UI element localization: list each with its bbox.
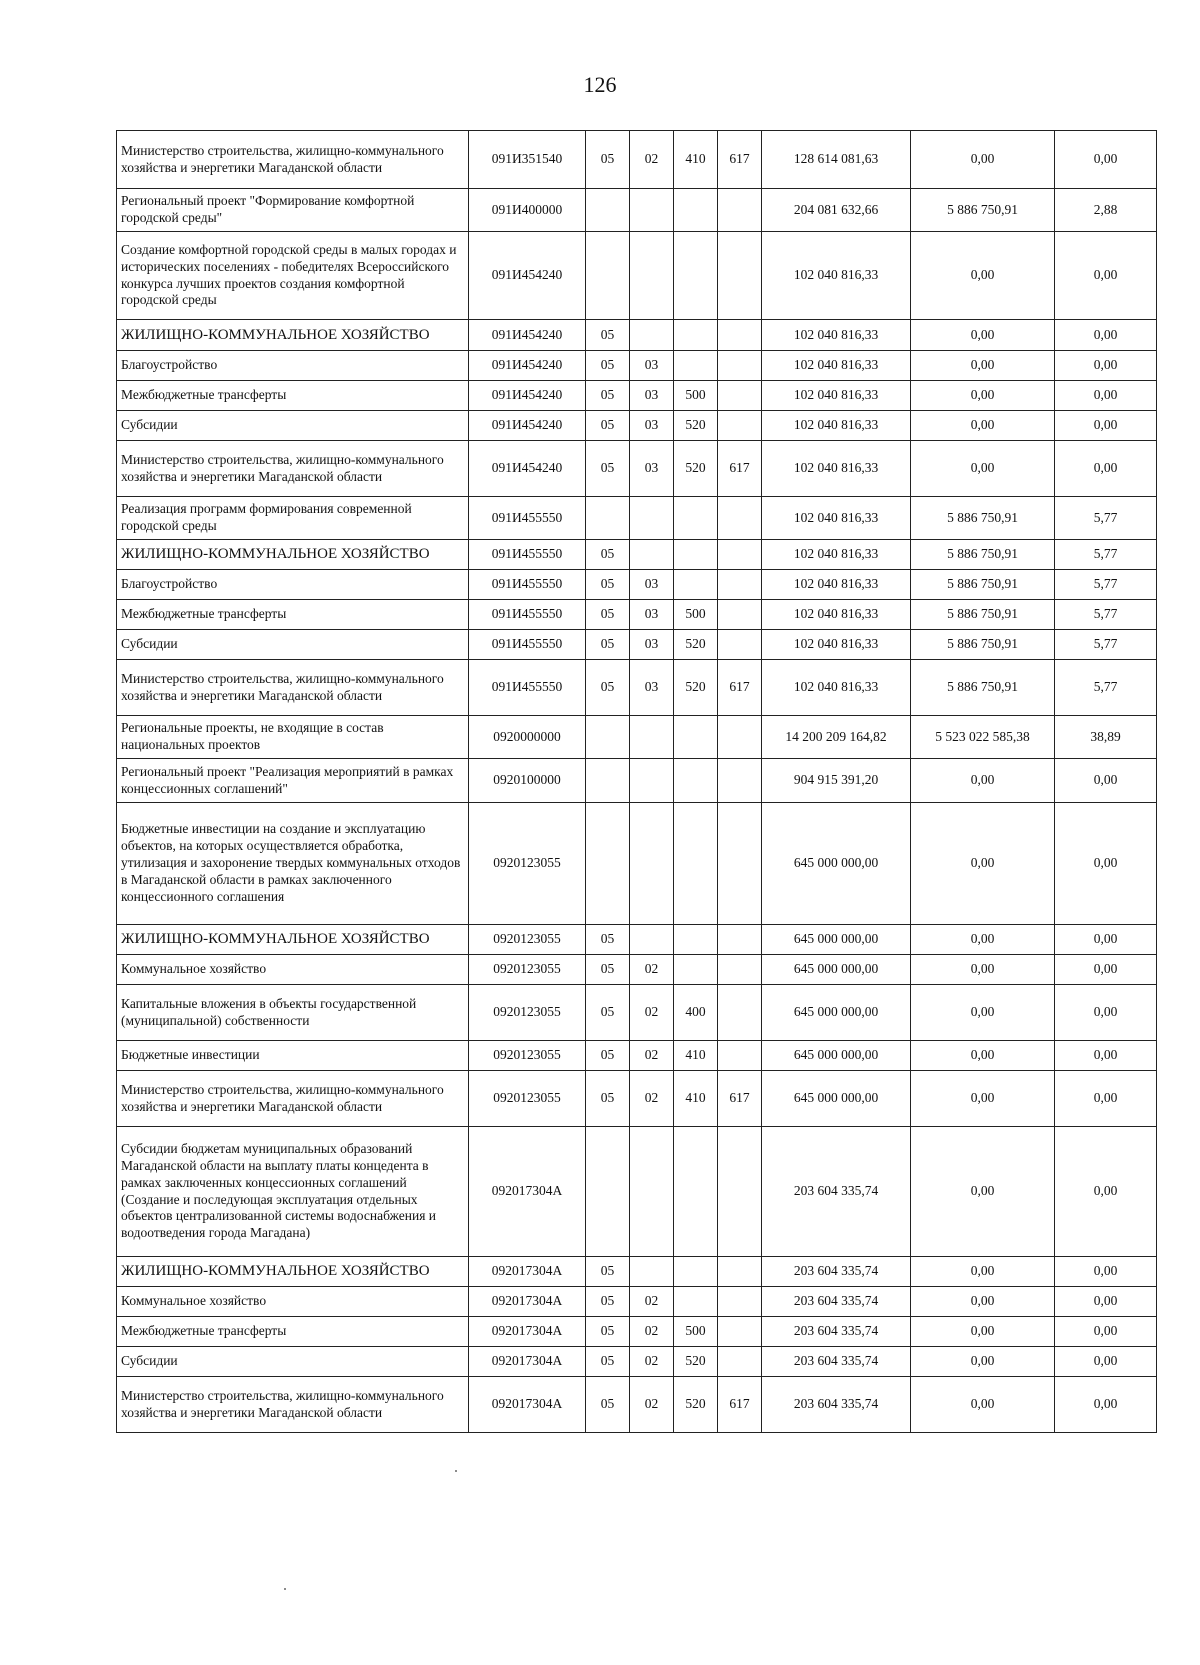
row-executed-amount: 5 886 750,91 — [911, 540, 1055, 570]
row-expense-type — [674, 759, 718, 803]
row-expense-type — [674, 1287, 718, 1317]
row-expense-type: 520 — [674, 630, 718, 660]
row-planned-amount: 14 200 209 164,82 — [762, 716, 911, 759]
row-section-code: 05 — [586, 925, 630, 955]
table-row — [117, 630, 1157, 660]
row-expense-type: 520 — [674, 1377, 718, 1433]
row-executed-amount: 0,00 — [911, 1377, 1055, 1433]
row-subsection-code — [630, 759, 674, 803]
row-administrator-code — [718, 189, 762, 232]
row-subsection-code: 02 — [630, 1347, 674, 1377]
row-planned-amount: 102 040 816,33 — [762, 351, 911, 381]
row-planned-amount: 102 040 816,33 — [762, 540, 911, 570]
row-subsection-code — [630, 232, 674, 320]
row-administrator-code: 617 — [718, 1377, 762, 1433]
row-section-code — [586, 189, 630, 232]
row-execution-percent: 0,00 — [1055, 441, 1157, 497]
table-row — [117, 1041, 1157, 1071]
row-subsection-code: 03 — [630, 660, 674, 716]
row-section-code: 05 — [586, 660, 630, 716]
row-planned-amount: 128 614 081,63 — [762, 131, 911, 189]
row-expense-type — [674, 497, 718, 540]
row-executed-amount: 0,00 — [911, 232, 1055, 320]
row-target-code: 091И454240 — [469, 381, 586, 411]
row-planned-amount: 645 000 000,00 — [762, 1071, 911, 1127]
row-section-code — [586, 716, 630, 759]
row-administrator-code — [718, 600, 762, 630]
row-target-code: 091И455550 — [469, 497, 586, 540]
table-row — [117, 955, 1157, 985]
row-execution-percent: 5,77 — [1055, 570, 1157, 600]
row-administrator-code — [718, 232, 762, 320]
row-planned-amount: 102 040 816,33 — [762, 570, 911, 600]
row-planned-amount: 102 040 816,33 — [762, 320, 911, 351]
row-name: ЖИЛИЩНО-КОММУНАЛЬНОЕ ХОЗЯЙСТВО — [117, 320, 469, 351]
row-expense-type: 400 — [674, 985, 718, 1041]
row-target-code: 0920123055 — [469, 803, 586, 925]
row-expense-type — [674, 320, 718, 351]
row-executed-amount: 0,00 — [911, 381, 1055, 411]
row-name: Благоустройство — [117, 570, 469, 600]
table-row — [117, 985, 1157, 1041]
row-target-code: 092017304А — [469, 1257, 586, 1287]
scan-speck — [455, 1470, 457, 1472]
row-subsection-code: 03 — [630, 441, 674, 497]
row-planned-amount: 203 604 335,74 — [762, 1377, 911, 1433]
row-section-code: 05 — [586, 540, 630, 570]
row-name: Субсидии — [117, 1347, 469, 1377]
row-planned-amount: 645 000 000,00 — [762, 803, 911, 925]
row-expense-type: 520 — [674, 660, 718, 716]
row-expense-type: 520 — [674, 1347, 718, 1377]
row-name: Межбюджетные трансферты — [117, 381, 469, 411]
row-executed-amount: 0,00 — [911, 1071, 1055, 1127]
row-name: Благоустройство — [117, 351, 469, 381]
row-executed-amount: 0,00 — [911, 1317, 1055, 1347]
table-row — [117, 1317, 1157, 1347]
row-name: Министерство строительства, жилищно-коммунального хозяйства и энергетики Магаданской области — [117, 1377, 469, 1433]
row-administrator-code — [718, 1127, 762, 1257]
row-execution-percent: 0,00 — [1055, 1317, 1157, 1347]
row-executed-amount: 5 886 750,91 — [911, 189, 1055, 232]
row-target-code: 0920123055 — [469, 985, 586, 1041]
row-execution-percent: 0,00 — [1055, 1287, 1157, 1317]
table-row — [117, 189, 1157, 232]
row-administrator-code — [718, 955, 762, 985]
row-name: Реализация программ формирования современной городской среды — [117, 497, 469, 540]
row-target-code: 0920123055 — [469, 1041, 586, 1071]
row-section-code: 05 — [586, 131, 630, 189]
row-target-code: 091И454240 — [469, 232, 586, 320]
row-administrator-code — [718, 985, 762, 1041]
row-subsection-code: 03 — [630, 600, 674, 630]
row-expense-type — [674, 925, 718, 955]
table-row — [117, 540, 1157, 570]
row-subsection-code — [630, 1257, 674, 1287]
row-expense-type — [674, 540, 718, 570]
row-execution-percent: 0,00 — [1055, 131, 1157, 189]
row-subsection-code: 02 — [630, 985, 674, 1041]
row-expense-type: 500 — [674, 600, 718, 630]
row-execution-percent: 5,77 — [1055, 540, 1157, 570]
row-administrator-code — [718, 1317, 762, 1347]
row-planned-amount: 102 040 816,33 — [762, 381, 911, 411]
row-target-code: 091И454240 — [469, 411, 586, 441]
row-administrator-code — [718, 381, 762, 411]
row-name: ЖИЛИЩНО-КОММУНАЛЬНОЕ ХОЗЯЙСТВО — [117, 540, 469, 570]
row-planned-amount: 203 604 335,74 — [762, 1317, 911, 1347]
row-administrator-code: 617 — [718, 441, 762, 497]
row-planned-amount: 204 081 632,66 — [762, 189, 911, 232]
row-subsection-code — [630, 320, 674, 351]
row-executed-amount: 0,00 — [911, 925, 1055, 955]
row-execution-percent: 0,00 — [1055, 1347, 1157, 1377]
row-target-code: 0920123055 — [469, 925, 586, 955]
row-target-code: 091И455550 — [469, 570, 586, 600]
row-administrator-code — [718, 1257, 762, 1287]
row-subsection-code — [630, 1127, 674, 1257]
row-target-code: 092017304А — [469, 1127, 586, 1257]
table-row — [117, 381, 1157, 411]
row-administrator-code — [718, 803, 762, 925]
row-execution-percent: 5,77 — [1055, 497, 1157, 540]
row-administrator-code: 617 — [718, 660, 762, 716]
row-name: Межбюджетные трансферты — [117, 600, 469, 630]
row-section-code — [586, 1127, 630, 1257]
row-execution-percent: 0,00 — [1055, 955, 1157, 985]
row-administrator-code — [718, 411, 762, 441]
row-execution-percent: 0,00 — [1055, 1071, 1157, 1127]
table-row — [117, 351, 1157, 381]
row-planned-amount: 645 000 000,00 — [762, 925, 911, 955]
row-section-code — [586, 497, 630, 540]
row-planned-amount: 203 604 335,74 — [762, 1127, 911, 1257]
row-subsection-code: 02 — [630, 1287, 674, 1317]
row-executed-amount: 5 523 022 585,38 — [911, 716, 1055, 759]
row-subsection-code: 03 — [630, 381, 674, 411]
row-target-code: 091И455550 — [469, 660, 586, 716]
row-section-code: 05 — [586, 351, 630, 381]
row-name: Бюджетные инвестиции на создание и эксплуатацию объектов, на которых осуществляется обработка, утилизация и захоронение твердых коммунальных отходов в Магаданской области в рамках заключенного концессионного соглашения — [117, 803, 469, 925]
budget-table — [116, 130, 1157, 1433]
row-executed-amount: 0,00 — [911, 1127, 1055, 1257]
row-subsection-code: 02 — [630, 1071, 674, 1127]
row-target-code: 092017304А — [469, 1347, 586, 1377]
row-expense-type: 500 — [674, 381, 718, 411]
table-row — [117, 411, 1157, 441]
row-section-code: 05 — [586, 1071, 630, 1127]
row-name: Коммунальное хозяйство — [117, 955, 469, 985]
row-section-code: 05 — [586, 411, 630, 441]
row-execution-percent: 2,88 — [1055, 189, 1157, 232]
row-section-code: 05 — [586, 570, 630, 600]
row-executed-amount: 0,00 — [911, 131, 1055, 189]
row-execution-percent: 0,00 — [1055, 759, 1157, 803]
row-section-code: 05 — [586, 1041, 630, 1071]
row-target-code: 091И454240 — [469, 441, 586, 497]
row-name: Министерство строительства, жилищно-коммунального хозяйства и энергетики Магаданской области — [117, 660, 469, 716]
table-row — [117, 1347, 1157, 1377]
row-planned-amount: 645 000 000,00 — [762, 955, 911, 985]
row-planned-amount: 102 040 816,33 — [762, 497, 911, 540]
row-administrator-code: 617 — [718, 1071, 762, 1127]
row-name: Бюджетные инвестиции — [117, 1041, 469, 1071]
row-administrator-code: 617 — [718, 131, 762, 189]
row-name: Министерство строительства, жилищно-коммунального хозяйства и энергетики Магаданской области — [117, 441, 469, 497]
row-target-code: 092017304А — [469, 1377, 586, 1433]
row-expense-type — [674, 1257, 718, 1287]
row-planned-amount: 102 040 816,33 — [762, 600, 911, 630]
row-planned-amount: 645 000 000,00 — [762, 985, 911, 1041]
row-executed-amount: 0,00 — [911, 351, 1055, 381]
row-section-code: 05 — [586, 630, 630, 660]
row-section-code: 05 — [586, 1317, 630, 1347]
row-name: Субсидии — [117, 411, 469, 441]
row-target-code: 091И455550 — [469, 600, 586, 630]
row-target-code: 092017304А — [469, 1317, 586, 1347]
row-planned-amount: 203 604 335,74 — [762, 1287, 911, 1317]
row-target-code: 0920000000 — [469, 716, 586, 759]
row-name: Региональный проект "Реализация мероприятий в рамках концессионных соглашений" — [117, 759, 469, 803]
row-subsection-code: 02 — [630, 955, 674, 985]
table-row — [117, 1287, 1157, 1317]
row-name: Капитальные вложения в объекты государственной (муниципальной) собственности — [117, 985, 469, 1041]
row-expense-type: 410 — [674, 1041, 718, 1071]
row-expense-type — [674, 351, 718, 381]
budget-table-body — [117, 131, 1157, 1433]
row-executed-amount: 0,00 — [911, 803, 1055, 925]
row-executed-amount: 0,00 — [911, 411, 1055, 441]
row-expense-type — [674, 232, 718, 320]
row-subsection-code: 03 — [630, 351, 674, 381]
row-target-code: 092017304А — [469, 1287, 586, 1317]
row-expense-type — [674, 716, 718, 759]
row-planned-amount: 203 604 335,74 — [762, 1347, 911, 1377]
row-planned-amount: 102 040 816,33 — [762, 630, 911, 660]
row-executed-amount: 0,00 — [911, 1287, 1055, 1317]
row-section-code: 05 — [586, 1377, 630, 1433]
row-subsection-code — [630, 925, 674, 955]
row-execution-percent: 0,00 — [1055, 351, 1157, 381]
row-section-code: 05 — [586, 320, 630, 351]
row-subsection-code — [630, 803, 674, 925]
row-subsection-code: 03 — [630, 411, 674, 441]
row-planned-amount: 102 040 816,33 — [762, 441, 911, 497]
row-expense-type — [674, 955, 718, 985]
scan-speck — [284, 1588, 286, 1590]
row-subsection-code: 03 — [630, 630, 674, 660]
row-execution-percent: 5,77 — [1055, 660, 1157, 716]
row-execution-percent: 0,00 — [1055, 985, 1157, 1041]
table-row — [117, 1127, 1157, 1257]
row-executed-amount: 0,00 — [911, 1347, 1055, 1377]
row-administrator-code — [718, 497, 762, 540]
table-row — [117, 320, 1157, 351]
row-section-code: 05 — [586, 1347, 630, 1377]
row-expense-type — [674, 189, 718, 232]
row-administrator-code — [718, 630, 762, 660]
table-row — [117, 759, 1157, 803]
row-administrator-code — [718, 570, 762, 600]
row-executed-amount: 5 886 750,91 — [911, 600, 1055, 630]
row-subsection-code — [630, 716, 674, 759]
row-planned-amount: 203 604 335,74 — [762, 1257, 911, 1287]
row-section-code: 05 — [586, 441, 630, 497]
row-expense-type — [674, 570, 718, 600]
row-administrator-code — [718, 1287, 762, 1317]
row-name: Министерство строительства, жилищно-коммунального хозяйства и энергетики Магаданской области — [117, 1071, 469, 1127]
row-name: Коммунальное хозяйство — [117, 1287, 469, 1317]
row-expense-type: 410 — [674, 131, 718, 189]
row-section-code — [586, 803, 630, 925]
row-execution-percent: 5,77 — [1055, 630, 1157, 660]
row-administrator-code — [718, 1347, 762, 1377]
row-name: Региональный проект "Формирование комфортной городской среды" — [117, 189, 469, 232]
row-target-code: 091И454240 — [469, 320, 586, 351]
row-name: ЖИЛИЩНО-КОММУНАЛЬНОЕ ХОЗЯЙСТВО — [117, 1257, 469, 1287]
row-subsection-code — [630, 540, 674, 570]
row-subsection-code: 02 — [630, 1377, 674, 1433]
row-executed-amount: 5 886 750,91 — [911, 630, 1055, 660]
row-name: Межбюджетные трансферты — [117, 1317, 469, 1347]
row-section-code: 05 — [586, 985, 630, 1041]
row-section-code: 05 — [586, 600, 630, 630]
row-execution-percent: 0,00 — [1055, 1127, 1157, 1257]
table-row — [117, 570, 1157, 600]
row-executed-amount: 0,00 — [911, 985, 1055, 1041]
row-administrator-code — [718, 716, 762, 759]
row-executed-amount: 0,00 — [911, 1257, 1055, 1287]
table-row — [117, 660, 1157, 716]
row-subsection-code — [630, 497, 674, 540]
table-row — [117, 232, 1157, 320]
row-administrator-code — [718, 759, 762, 803]
table-row — [117, 600, 1157, 630]
table-row — [117, 1257, 1157, 1287]
row-execution-percent: 0,00 — [1055, 411, 1157, 441]
table-row — [117, 1071, 1157, 1127]
row-name: Создание комфортной городской среды в малых городах и исторических поселениях - победителях Всероссийского конкурса лучших проектов создания комфортной городской среды — [117, 232, 469, 320]
row-expense-type — [674, 803, 718, 925]
table-row — [117, 925, 1157, 955]
row-target-code: 091И400000 — [469, 189, 586, 232]
row-target-code: 091И455550 — [469, 540, 586, 570]
row-executed-amount: 0,00 — [911, 320, 1055, 351]
page-number: 126 — [583, 72, 617, 97]
row-execution-percent: 0,00 — [1055, 1377, 1157, 1433]
row-administrator-code — [718, 320, 762, 351]
row-execution-percent: 0,00 — [1055, 381, 1157, 411]
row-administrator-code — [718, 1041, 762, 1071]
row-subsection-code: 02 — [630, 1041, 674, 1071]
table-row — [117, 131, 1157, 189]
row-target-code: 0920123055 — [469, 1071, 586, 1127]
row-execution-percent: 5,77 — [1055, 600, 1157, 630]
row-administrator-code — [718, 540, 762, 570]
row-execution-percent: 0,00 — [1055, 925, 1157, 955]
row-name: Субсидии — [117, 630, 469, 660]
row-subsection-code: 02 — [630, 1317, 674, 1347]
row-executed-amount: 0,00 — [911, 1041, 1055, 1071]
row-target-code: 091И455550 — [469, 630, 586, 660]
table-row — [117, 716, 1157, 759]
row-planned-amount: 904 915 391,20 — [762, 759, 911, 803]
row-administrator-code — [718, 351, 762, 381]
row-executed-amount: 0,00 — [911, 955, 1055, 985]
row-execution-percent: 0,00 — [1055, 803, 1157, 925]
row-name: Министерство строительства, жилищно-коммунального хозяйства и энергетики Магаданской области — [117, 131, 469, 189]
row-expense-type — [674, 1127, 718, 1257]
row-expense-type: 410 — [674, 1071, 718, 1127]
row-execution-percent: 0,00 — [1055, 1041, 1157, 1071]
table-row — [117, 803, 1157, 925]
row-executed-amount: 5 886 750,91 — [911, 497, 1055, 540]
row-planned-amount: 102 040 816,33 — [762, 660, 911, 716]
row-subsection-code: 02 — [630, 131, 674, 189]
row-section-code: 05 — [586, 1257, 630, 1287]
row-expense-type: 520 — [674, 441, 718, 497]
row-target-code: 091И351540 — [469, 131, 586, 189]
row-executed-amount: 5 886 750,91 — [911, 570, 1055, 600]
row-subsection-code — [630, 189, 674, 232]
table-row — [117, 441, 1157, 497]
row-section-code: 05 — [586, 955, 630, 985]
row-executed-amount: 0,00 — [911, 441, 1055, 497]
row-execution-percent: 0,00 — [1055, 320, 1157, 351]
row-name: ЖИЛИЩНО-КОММУНАЛЬНОЕ ХОЗЯЙСТВО — [117, 925, 469, 955]
row-administrator-code — [718, 925, 762, 955]
row-section-code — [586, 232, 630, 320]
row-execution-percent: 0,00 — [1055, 1257, 1157, 1287]
row-target-code: 0920123055 — [469, 955, 586, 985]
row-expense-type: 520 — [674, 411, 718, 441]
row-planned-amount: 102 040 816,33 — [762, 232, 911, 320]
row-name: Субсидии бюджетам муниципальных образований Магаданской области на выплату платы концедента в рамках заключенных концессионных соглашений (Создание и последующая эксплуатация отдельных объектов централизованной системы водоснабжения и водоотведения города Магадана) — [117, 1127, 469, 1257]
row-planned-amount: 645 000 000,00 — [762, 1041, 911, 1071]
row-planned-amount: 102 040 816,33 — [762, 411, 911, 441]
table-row — [117, 1377, 1157, 1433]
row-target-code: 0920100000 — [469, 759, 586, 803]
row-section-code — [586, 759, 630, 803]
row-executed-amount: 5 886 750,91 — [911, 660, 1055, 716]
row-execution-percent: 38,89 — [1055, 716, 1157, 759]
row-subsection-code: 03 — [630, 570, 674, 600]
row-executed-amount: 0,00 — [911, 759, 1055, 803]
row-section-code: 05 — [586, 1287, 630, 1317]
row-expense-type: 500 — [674, 1317, 718, 1347]
row-execution-percent: 0,00 — [1055, 232, 1157, 320]
row-name: Региональные проекты, не входящие в состав национальных проектов — [117, 716, 469, 759]
row-section-code: 05 — [586, 381, 630, 411]
table-row — [117, 497, 1157, 540]
row-target-code: 091И454240 — [469, 351, 586, 381]
